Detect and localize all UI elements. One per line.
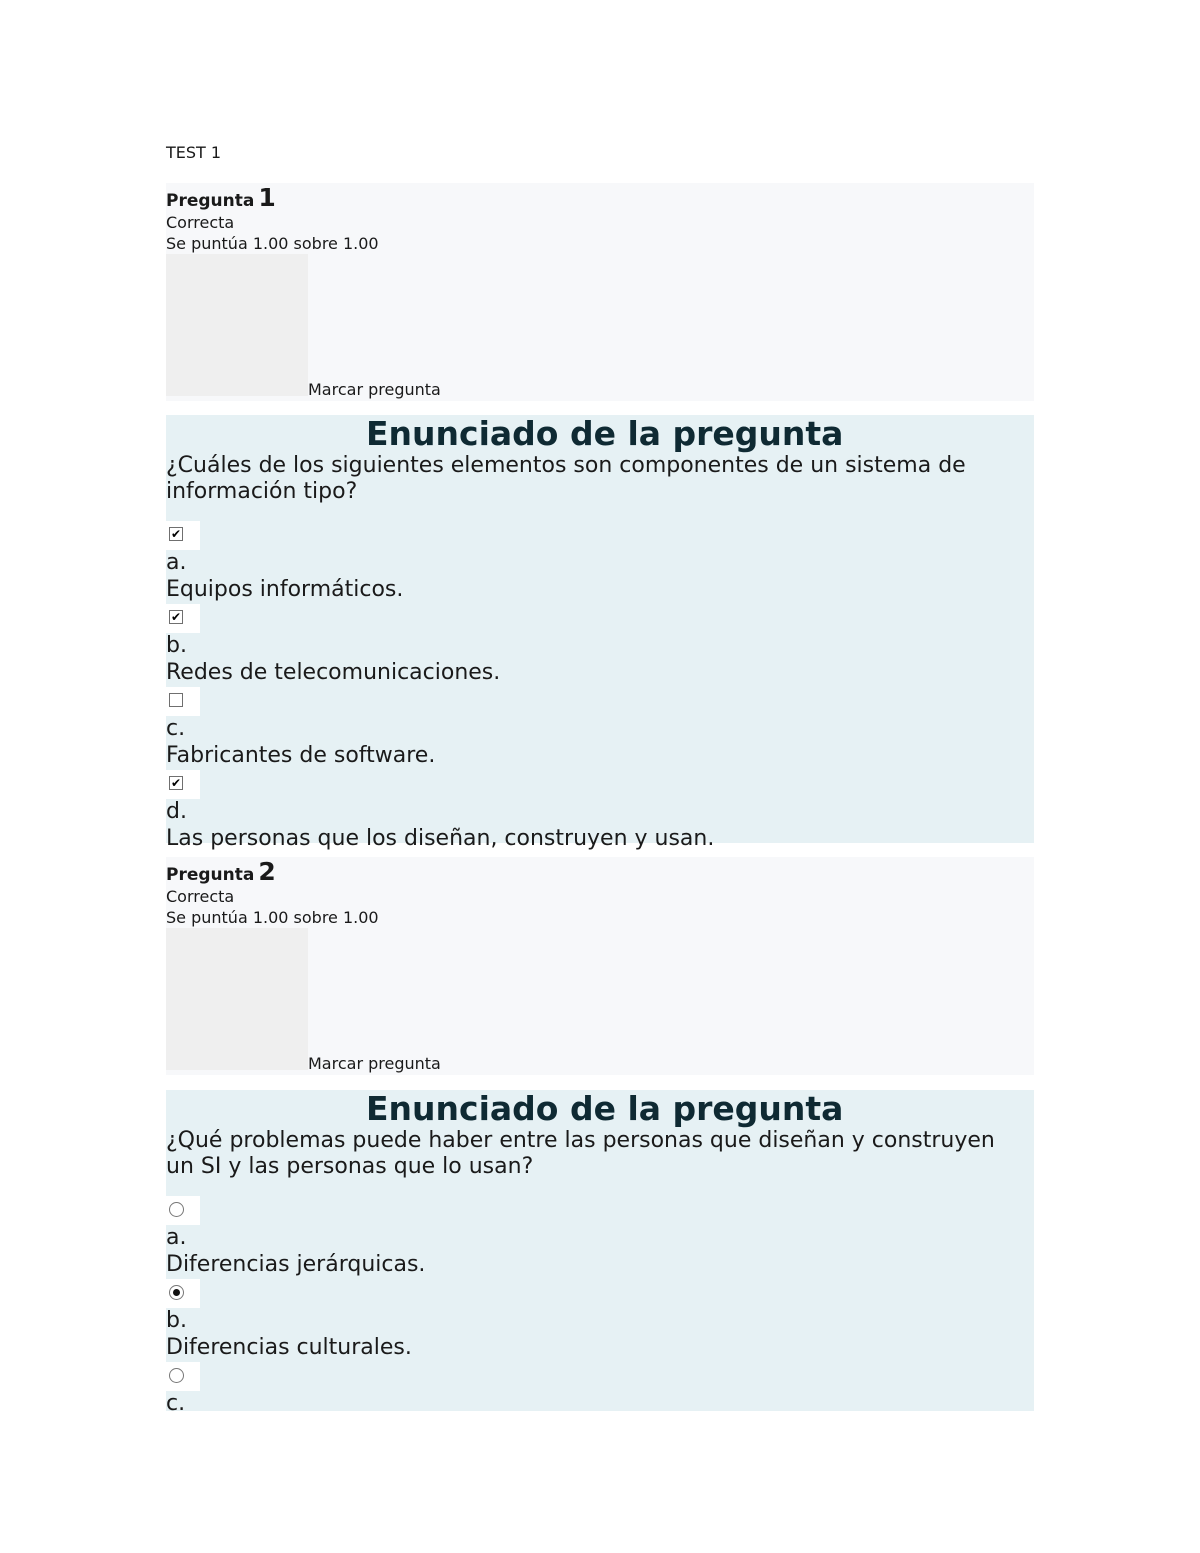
statement-heading: Enunciado de la pregunta <box>366 414 844 453</box>
radio-unselected[interactable] <box>169 1202 184 1217</box>
answer-letter: c. <box>166 1391 186 1416</box>
checkbox-checked[interactable]: ✔ <box>170 776 182 790</box>
question-label: Pregunta <box>166 865 255 885</box>
question-status: Correcta <box>166 887 235 906</box>
answer-list <box>166 1196 1026 1418</box>
radio-selected[interactable] <box>169 1285 184 1300</box>
question-status: Correcta <box>166 213 235 232</box>
checkbox-checked[interactable]: ✔ <box>170 610 182 624</box>
checkbox-checked[interactable]: ✔ <box>170 527 182 541</box>
answer-text: Diferencias jerárquicas. <box>166 1252 426 1277</box>
answer-letter: a. <box>166 1225 187 1250</box>
answer-option[interactable] <box>166 1196 1026 1279</box>
answer-text: Diferencias culturales. <box>166 1335 412 1360</box>
flag-icon[interactable] <box>166 254 308 396</box>
answer-letter: a. <box>166 550 187 575</box>
question-content-2 <box>166 1089 1034 1416</box>
question-label: Pregunta <box>166 191 255 211</box>
statement-text: ¿Qué problemas puede haber entre las personas que diseñan y construyen un SI y las personas que lo usan? <box>166 1128 995 1179</box>
question-score: Se puntúa 1.00 sobre 1.00 <box>166 234 379 253</box>
checkbox-unchecked[interactable] <box>169 693 183 707</box>
radio-unselected[interactable] <box>169 1368 184 1383</box>
question-heading <box>166 857 1034 886</box>
answer-option[interactable] <box>166 770 1026 853</box>
answer-letter: d. <box>166 799 187 824</box>
flag-icon[interactable] <box>166 928 308 1070</box>
answer-text: Redes de telecomunicaciones. <box>166 660 501 685</box>
answer-letter: c. <box>166 716 186 741</box>
question-heading <box>166 183 1034 212</box>
answer-option[interactable] <box>166 687 1026 770</box>
question-info-2 <box>166 857 1034 1075</box>
flag-question-link[interactable]: Marcar pregunta <box>308 1054 441 1073</box>
answer-text: Equipos informáticos. <box>166 577 404 602</box>
answer-text: Fabricantes de software. <box>166 743 436 768</box>
question-info-1 <box>166 183 1034 401</box>
answer-option[interactable] <box>166 521 1026 604</box>
question-number: 2 <box>258 857 276 886</box>
answer-text: Las personas que los diseñan, construyen y usan. <box>166 826 715 851</box>
answer-option[interactable] <box>166 1362 1026 1418</box>
radio-dot-icon <box>173 1289 180 1296</box>
question-score: Se puntúa 1.00 sobre 1.00 <box>166 908 379 927</box>
statement-text: ¿Cuáles de los siguientes elementos son componentes de un sistema de información tipo? <box>166 453 966 504</box>
document-title: TEST 1 <box>166 143 222 162</box>
answer-option[interactable] <box>166 1279 1026 1362</box>
statement-heading: Enunciado de la pregunta <box>366 1089 844 1128</box>
answer-list <box>166 521 1026 853</box>
question-content-1 <box>166 414 1034 851</box>
question-number: 1 <box>258 183 276 212</box>
answer-letter: b. <box>166 633 187 658</box>
answer-letter: b. <box>166 1308 187 1333</box>
answer-option[interactable] <box>166 604 1026 687</box>
flag-question-link[interactable]: Marcar pregunta <box>308 380 441 399</box>
